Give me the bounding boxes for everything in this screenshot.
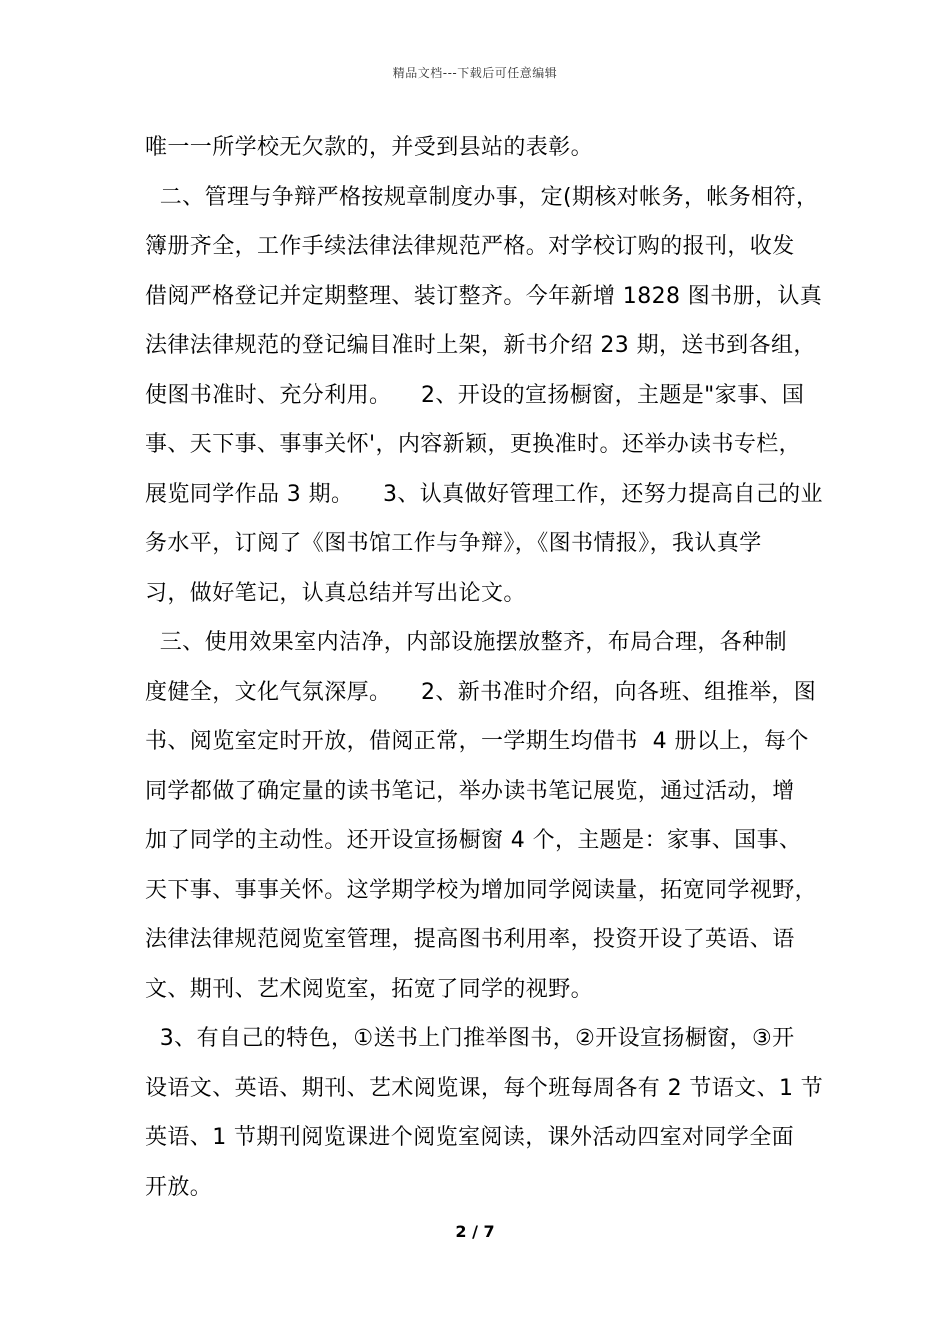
text-line: 二、管理与争辩严格按规章制度办事，定(期核对帐务，帐务相符， [145, 184, 819, 210]
page-header: 精品文档---下载后可任意编辑 [392, 66, 558, 80]
text-line: 文、期刊、艺术阅览室，拓宽了同学的视野。 [145, 976, 594, 1002]
text-line: 使图书准时、充分利用。 2、开设的宣扬橱窗，主题是"家事、国 [145, 382, 805, 408]
page-number: 2 / 7 [455, 1222, 495, 1241]
text-line: 度健全，文化气氛深厚。 2、新书准时介绍，向各班、组推举，图 [145, 679, 817, 705]
text-line: 事、天下事、事事关怀'，内容新颖，更换准时。还举办读书专栏， [145, 432, 802, 457]
text-line: 务水平，订阅了《图书馆工作与争辩》，《图书情报》，我认真学 [145, 531, 762, 556]
text-line: 设语文、英语、期刊、艺术阅览课，每个班每周各有 2 节语文、1 节 [145, 1075, 824, 1101]
text-line: 法律法律规范阅览室管理，提高图书利用率，投资开设了英语、语 [145, 927, 795, 952]
text-line: 天下事、事事关怀。这学期学校为增加同学阅读量，拓宽同学视野， [145, 877, 818, 903]
text-line: 英语、1 节期刊阅览课进个阅览室阅读，课外活动四室对同学全面 [145, 1125, 794, 1150]
text-line: 展览同学作品 3 期。 3、认真做好管理工作，还努力提高自己的业 [145, 481, 823, 507]
text-line: 三、使用效果室内洁净，内部设施摆放整齐，布局合理，各种制 [145, 630, 787, 655]
text-line: 开放。 [145, 1174, 213, 1200]
text-line: 同学都做了确定量的读书笔记，举办读书笔记展览，通过活动，增 [145, 778, 795, 804]
text-line: 唯一一所学校无欠款的，并受到县站的表彰。 [145, 135, 594, 160]
text-line: 加了同学的主动性。还开设宣扬橱窗 4 个，主题是：家事、国事、 [145, 828, 802, 853]
document-body [145, 128, 830, 1217]
text-line: 习，做好笔记，认真总结并写出论文。 [145, 580, 526, 606]
text-line: 借阅严格登记并定期整理、装订整齐。今年新增 1828 图书册，认真 [145, 283, 823, 309]
text-line: 3、有自己的特色，①送书上门推举图书，②开设宣扬橱窗，③开 [145, 1026, 795, 1051]
text-line: 书、阅览室定时开放，借阅正常，一学期生均借书 4 册以上，每个 [145, 729, 809, 754]
text-line: 簿册齐全，工作手续法律法律规范严格。对学校订购的报刊，收发 [145, 234, 795, 259]
text-line: 法律法律规范的登记编目准时上架，新书介绍 23 期，送书到各组， [145, 333, 816, 358]
